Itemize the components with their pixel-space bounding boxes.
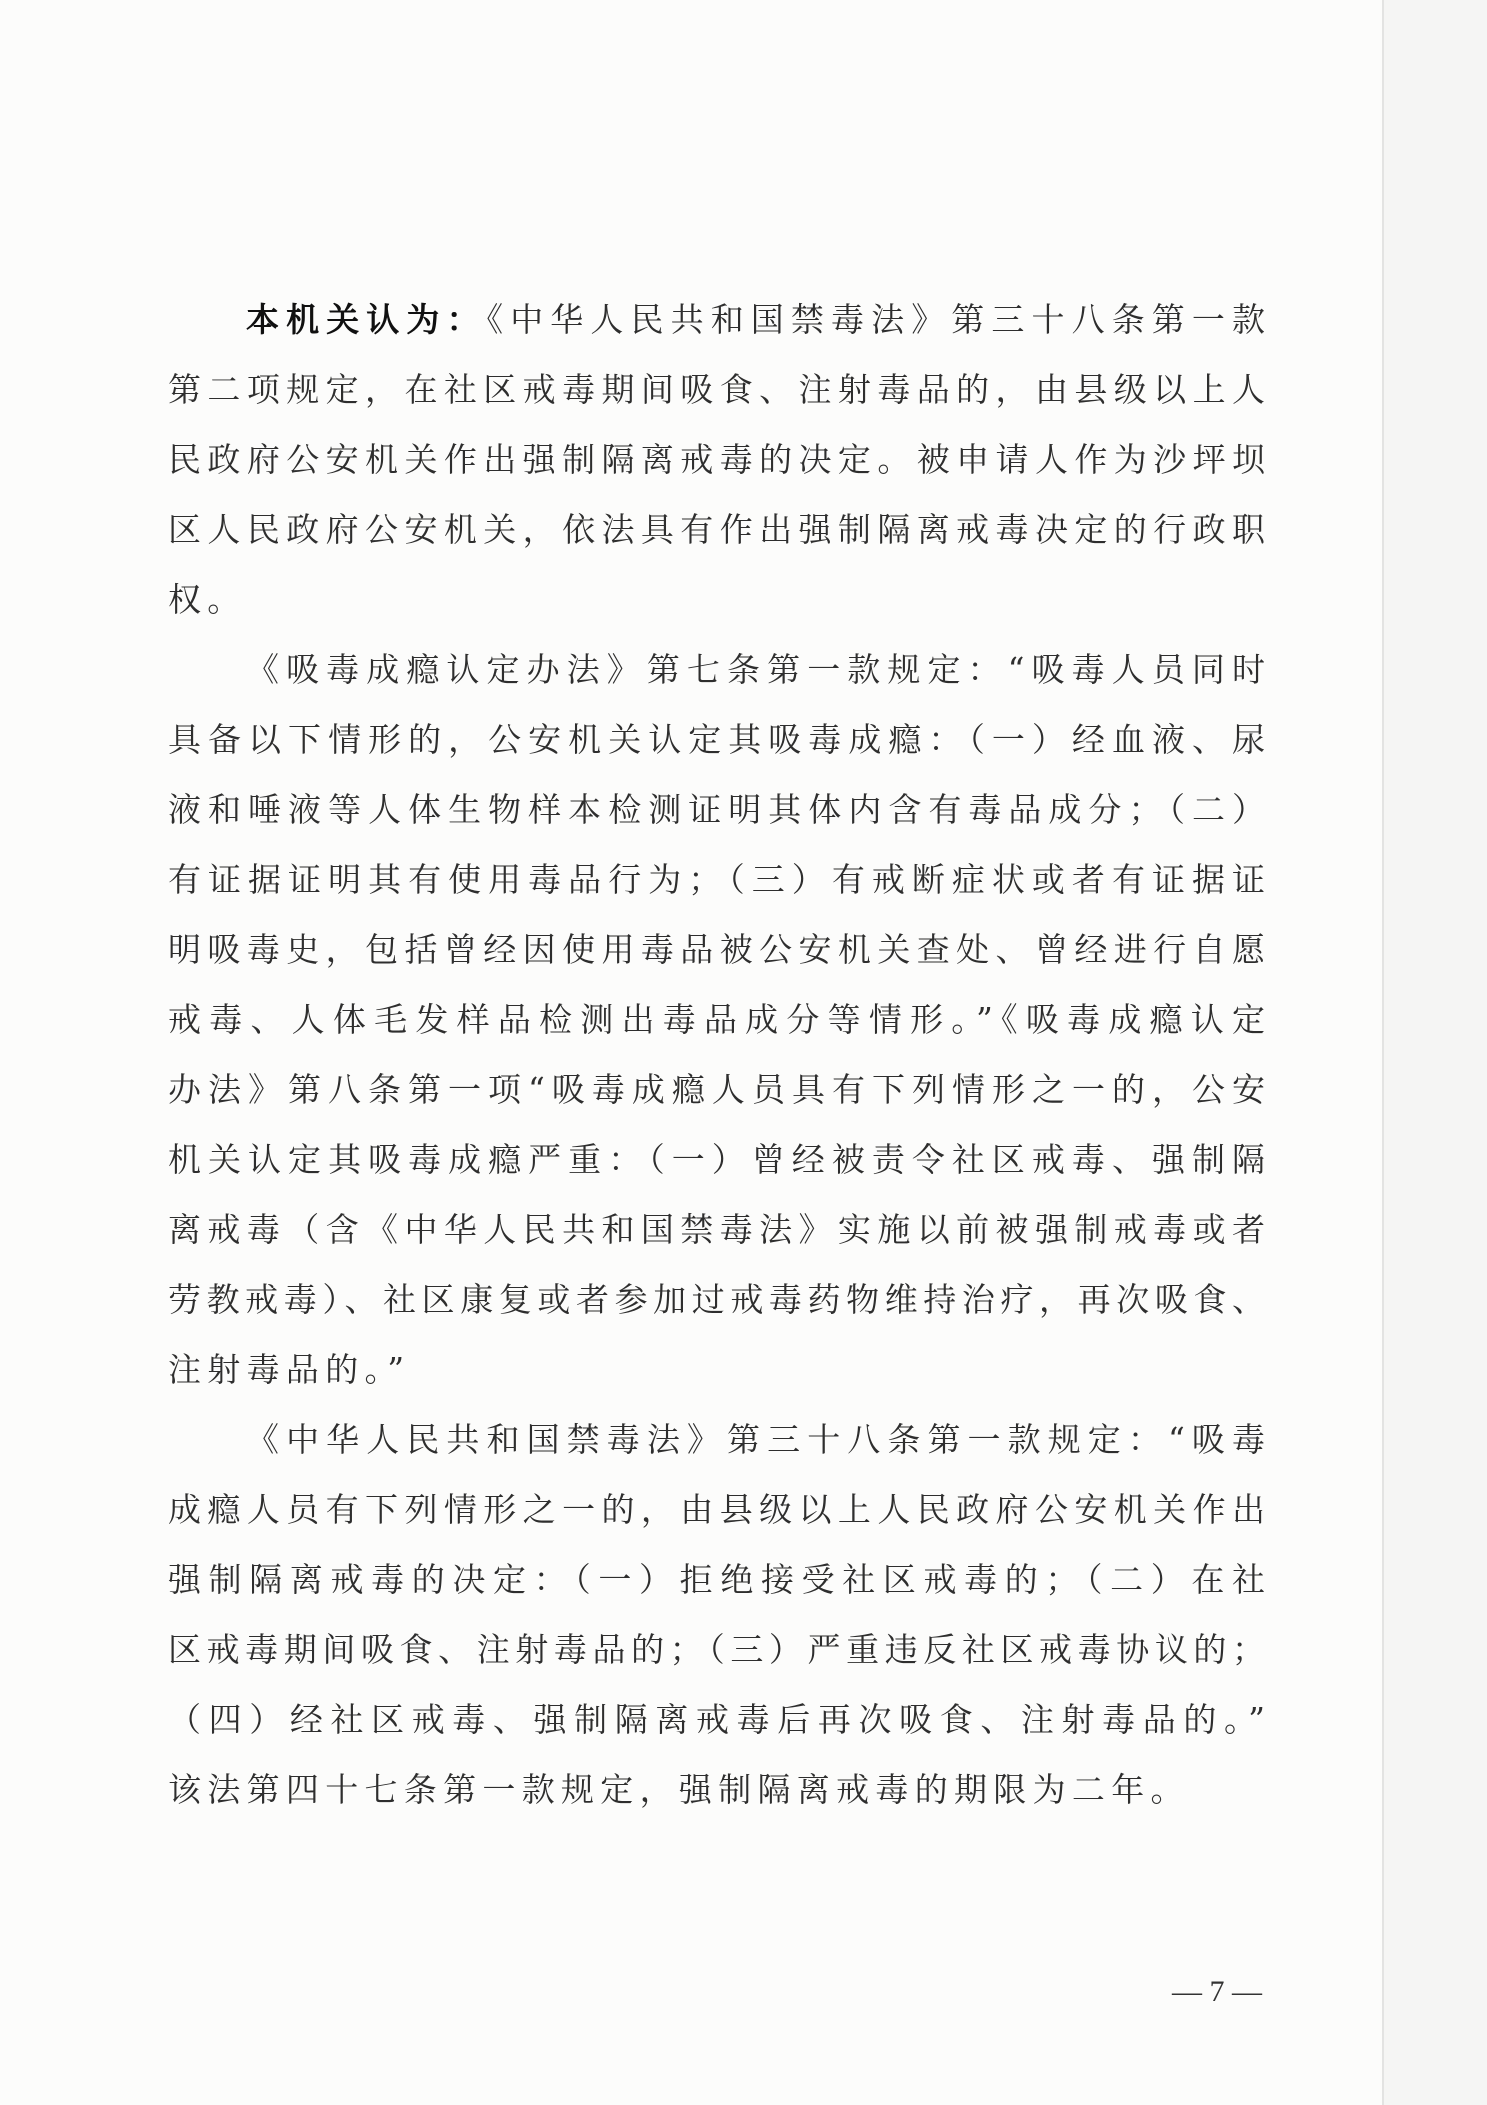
text-line: 办法》第八条第一项“吸毒成瘾人员具有下列情形之一的，公安 xyxy=(168,1070,1268,1109)
text-line: 民政府公安机关作出强制隔离戒毒的决定。被申请人作为沙坪坝 xyxy=(168,440,1268,479)
text-line: 成瘾人员有下列情形之一的，由县级以上人民政府公安机关作出 xyxy=(168,1490,1268,1529)
paragraph-drug-law xyxy=(168,1405,1268,1825)
text-line: 第二项规定，在社区戒毒期间吸食、注射毒品的，由县级以上人 xyxy=(168,370,1268,409)
line-text: 《中华人民共和国禁毒法》第三十八条第一款 xyxy=(486,300,1268,339)
text-line: 机关认定其吸毒成瘾严重：（一）曾经被责令社区戒毒、强制隔 xyxy=(168,1140,1268,1179)
text-line: 注射毒品的。” xyxy=(168,1350,411,1389)
paragraph-authority-opinion xyxy=(168,285,1268,635)
text-line: 权。 xyxy=(168,580,247,619)
text-line: 戒毒、人体毛发样品检测出毒品成分等情形。”《吸毒成瘾认定 xyxy=(168,1000,1268,1039)
text-line: 强制隔离戒毒的决定：（一）拒绝接受社区戒毒的；（二）在社 xyxy=(168,1560,1268,1599)
document-body xyxy=(168,285,1268,1825)
text-line: （四）经社区戒毒、强制隔离戒毒后再次吸食、注射毒品的。” xyxy=(168,1700,1268,1739)
text-line: 明吸毒史，包括曾经因使用毒品被公安机关查处、曾经进行自愿 xyxy=(168,930,1268,969)
text-line: 离戒毒（含《中华人民共和国禁毒法》实施以前被强制戒毒或者 xyxy=(168,1210,1268,1249)
paragraph-addiction-rules xyxy=(168,635,1268,1405)
text-line: 区人民政府公安机关，依法具有作出强制隔离戒毒决定的行政职 xyxy=(168,510,1268,549)
text-line: 《中华人民共和国禁毒法》第三十八条第一款规定：“吸毒 xyxy=(246,1420,1268,1459)
text-line xyxy=(168,285,1268,355)
text-line: 劳教戒毒）、社区康复或者参加过戒毒药物维持治疗，再次吸食、 xyxy=(168,1280,1268,1319)
text-line: 有证据证明其有使用毒品行为；（三）有戒断症状或者有证据证 xyxy=(168,860,1268,899)
page-number: — 7 — xyxy=(1172,1975,1262,2008)
bold-lead: 本机关认为： xyxy=(246,300,487,339)
text-line: 《吸毒成瘾认定办法》第七条第一款规定：“吸毒人员同时 xyxy=(246,650,1268,689)
text-line: 液和唾液等人体生物样本检测证明其体内含有毒品成分；（二） xyxy=(168,790,1268,829)
text-line: 该法第四十七条第一款规定，强制隔离戒毒的期限为二年。 xyxy=(168,1770,1190,1809)
text-line: 区戒毒期间吸食、注射毒品的；（三）严重违反社区戒毒协议的； xyxy=(168,1630,1268,1669)
scan-edge xyxy=(1382,0,1487,2105)
text-line: 具备以下情形的，公安机关认定其吸毒成瘾：（一）经血液、尿 xyxy=(168,720,1268,759)
